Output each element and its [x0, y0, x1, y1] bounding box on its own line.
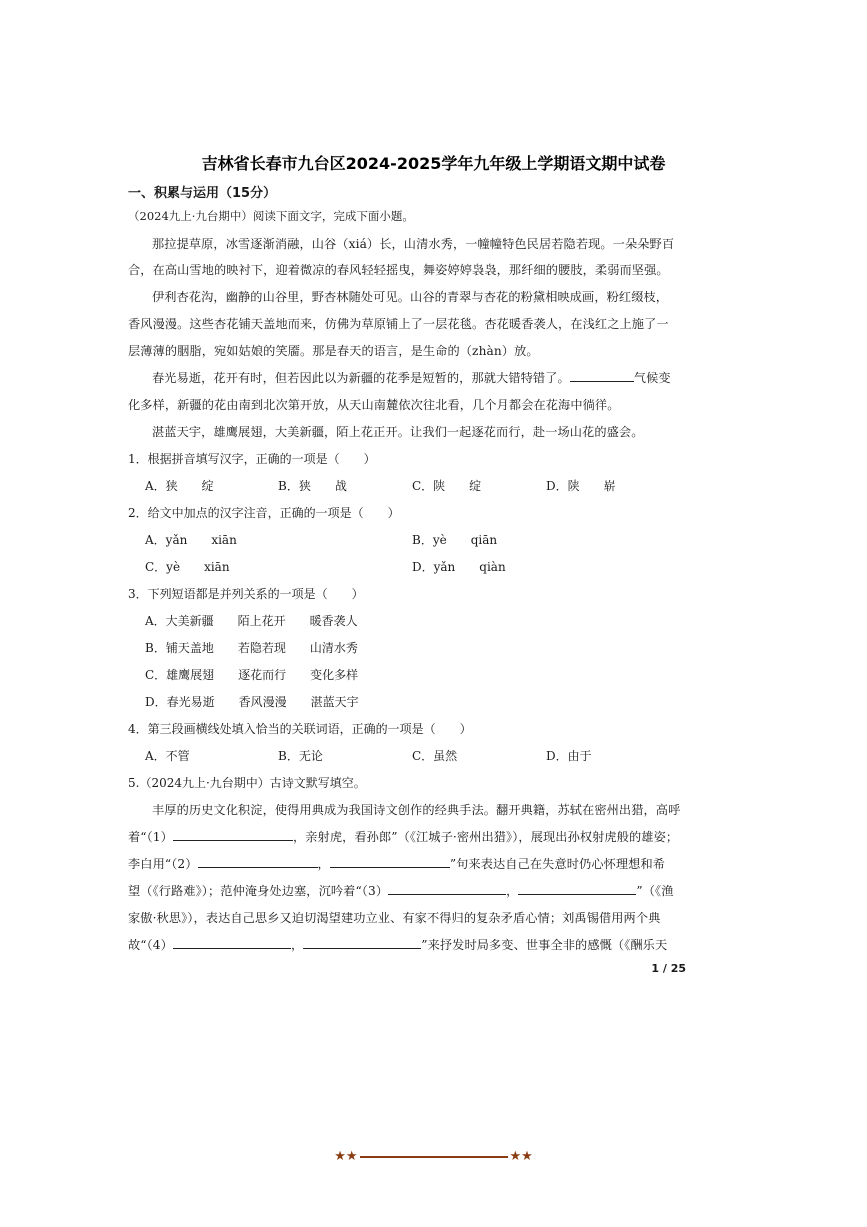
q5-text: ， — [317, 857, 330, 871]
q1-option-d: D．陕 崭 — [546, 479, 616, 493]
q5-text: ”来抒发时局多变、世事全非的感慨（《酬乐天 — [421, 938, 668, 952]
star-icon: ★★ — [509, 1149, 533, 1164]
passage-line-with-blank — [152, 369, 671, 386]
passage-text: 气候变 — [633, 371, 671, 385]
answer-blank-2b — [330, 855, 450, 868]
q4-option-a: A．不管 — [145, 749, 190, 763]
passage-line: 合，在高山雪地的映衬下，迎着微凉的春风轻轻摇曳，舞姿婷婷袅袅，那纤细的腰肢，柔弱而坚强。 — [128, 263, 669, 277]
answer-blank-4a — [173, 936, 291, 949]
q1-option-a: A．狭 绽 — [145, 479, 214, 493]
question-1-stem: 1．根据拼音填写汉字，正确的一项是（ ） — [128, 452, 376, 466]
answer-blank-3a — [388, 882, 506, 895]
q5-text: ， — [506, 884, 519, 898]
q5-text: ”（《渔 — [636, 884, 674, 898]
passage-line: 那拉提草原，冰雪逐渐消融，山谷（xiá）长，山清水秀，一幢幢特色民居若隐若现。一朵朵野百 — [152, 237, 675, 251]
q3-option-d: D．春光易逝 香风漫漫 湛蓝天宇 — [145, 695, 359, 709]
q3-option-b: B．铺天盖地 若隐若现 山清水秀 — [145, 641, 358, 655]
q2-option-d: D．yǎn qiàn — [412, 560, 506, 574]
page-number: 1 / 25 — [651, 962, 686, 975]
q3-option-c: C．雄鹰展翅 逐花而行 变化多样 — [145, 668, 359, 682]
q5-text: ，亲射虎，看孙郎”（《江城子·密州出猎》），展现出孙权射虎般的雄姿； — [292, 830, 679, 844]
q5-line-with-blank — [128, 828, 678, 845]
q3-option-a: A．大美新疆 陌上花开 暖香袭人 — [145, 614, 358, 628]
q2-option-c: C．yè xiān — [145, 560, 230, 574]
question-2-stem: 2．给文中加点的汉字注音，正确的一项是（ ） — [128, 506, 400, 520]
star-icon: ★★ — [334, 1149, 358, 1164]
question-4-stem: 4．第三段画横线处填入恰当的关联词语，正确的一项是（ ） — [128, 722, 472, 736]
q4-option-d: D．由于 — [546, 749, 592, 763]
page-title: 吉林省长春市九台区2024-2025学年九年级上学期语文期中试卷 — [201, 154, 666, 173]
passage-line: 香风漫漫。这些杏花铺天盖地而来，仿佛为草原铺上了一层花毯。杏花暖香袭人，在浅红之上施了一 — [128, 317, 669, 331]
q1-option-c: C．陕 绽 — [412, 479, 482, 493]
q5-line: 家傲·秋思》），表达自己思乡又迫切渴望建功立业、有家不得归的复杂矛盾心情；刘禹锡借用两个典 — [128, 911, 661, 925]
passage-line: 湛蓝天宇，雄鹰展翅，大美新疆，陌上花正开。让我们一起逐花而行，赴一场山花的盛会。 — [152, 425, 644, 439]
q5-line-with-blank — [128, 855, 665, 872]
answer-blank-3b — [518, 882, 636, 895]
q5-text: 望（《行路难》）；范仲淹身处边塞，沉吟着“（3） — [128, 884, 389, 898]
passage-line: 化多样，新疆的花由南到北次第开放，从天山南麓依次往北看，几个月都会在花海中徜徉。 — [128, 398, 620, 412]
answer-blank-2a — [198, 855, 318, 868]
q4-option-b: B．无论 — [278, 749, 323, 763]
answer-blank-1 — [173, 828, 293, 841]
answer-blank — [570, 369, 634, 382]
passage-line: 伊利杏花沟，幽静的山谷里，野杏林随处可见。山谷的青翠与杏花的粉黛相映成画，粉红缀枝， — [152, 290, 669, 304]
q5-line: 丰厚的历史文化积淀，使得用典成为我国诗文创作的经典手法。翻开典籍，苏轼在密州出猎，高呼 — [152, 803, 681, 817]
q5-text: ， — [290, 938, 304, 952]
q5-text: ”句来表达自己在失意时仍心怀理想和希 — [449, 857, 666, 871]
q4-option-c: C．虽然 — [412, 749, 458, 763]
answer-blank-4b — [303, 936, 421, 949]
q2-option-a: A．yǎn xiān — [145, 533, 237, 547]
q5-text: 故“（4） — [128, 938, 173, 952]
q2-option-b: B．yè qiān — [412, 533, 498, 547]
section-heading: 一、积累与运用（15分） — [128, 186, 277, 201]
q5-text: 李白用“（2） — [128, 857, 198, 871]
q1-option-b: B．狭 战 — [278, 479, 347, 493]
question-5-stem: 5.（2024九上·九台期中）古诗文默写填空。 — [128, 776, 366, 790]
passage-text: 春光易逝，花开有时，但若因此以为新疆的花季是短暂的，那就大错特错了。 — [152, 371, 570, 385]
footer-divider — [360, 1156, 508, 1158]
source-note: （2024九上·九台期中）阅读下面文字，完成下面小题。 — [128, 209, 414, 223]
footer-ornament — [0, 1150, 867, 1163]
q5-line-with-blank — [128, 936, 667, 953]
passage-line: 层薄薄的胭脂，宛如姑娘的笑靥。那是春天的语言，是生命的（zhàn）放。 — [128, 344, 539, 358]
question-3-stem: 3．下列短语都是并列关系的一项是（ ） — [128, 587, 364, 601]
q5-text: 着“（1） — [128, 830, 173, 844]
q5-line-with-blank — [128, 882, 674, 899]
